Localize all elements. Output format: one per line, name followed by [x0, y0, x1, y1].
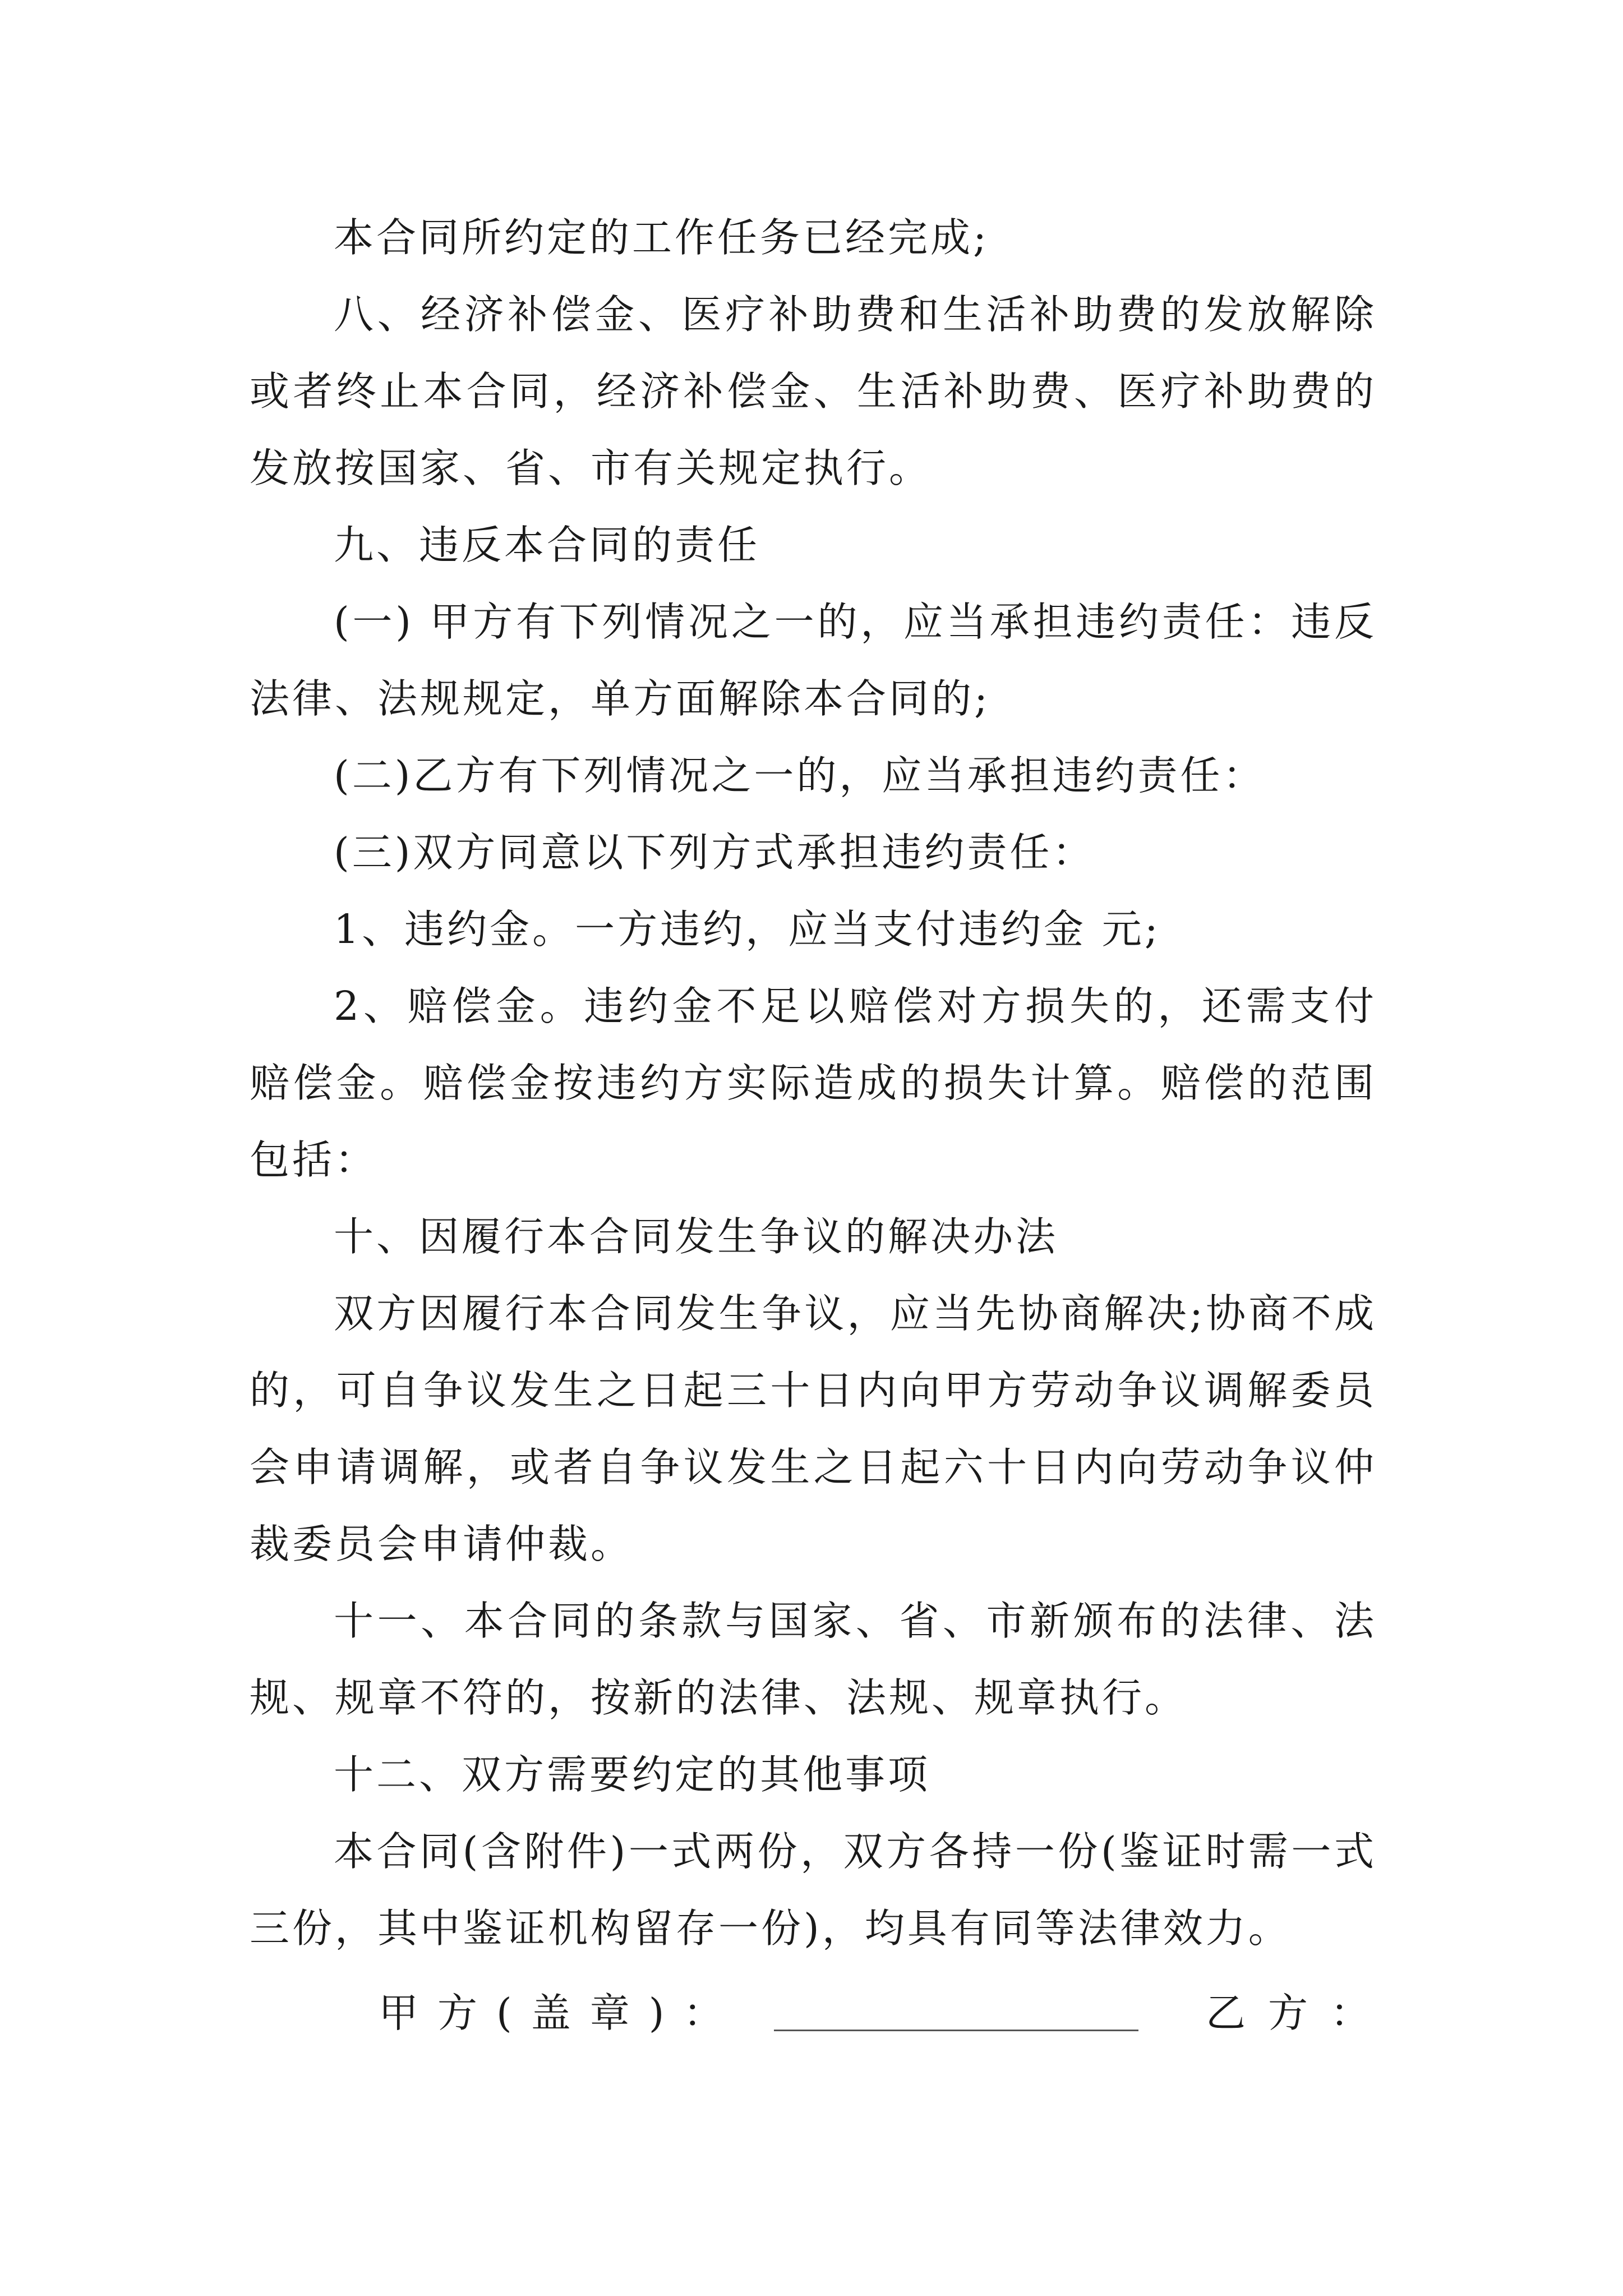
paragraph-liquidated-damages: 1、违约金。一方违约，应当支付违约金 元; — [334, 906, 1161, 953]
party-a-signature-blank — [774, 2030, 1138, 2031]
paragraph-section-12-heading: 十二、双方需要约定的其他事项 — [334, 1751, 931, 1798]
paragraph-section-9-heading: 九、违反本合同的责任 — [334, 522, 760, 568]
paragraph-9-2-party-b-liability: (二)乙方有下列情况之一的，应当承担违约责任： — [334, 752, 1266, 799]
signature-line — [250, 1975, 1393, 2051]
paragraph-9-3-liability-methods: (三)双方同意以下列方式承担违约责任： — [334, 829, 1095, 876]
party-a-seal-label: 甲方(盖章)： — [379, 1990, 743, 2036]
paragraph-9-1-party-a-liability: (一) 甲方有下列情况之一的，应当承担违约责任：违反法律、法规规定，单方面解除本合同的; — [250, 599, 1377, 722]
paragraph-dispute-resolution: 双方因履行本合同发生争议，应当先协商解决;协商不成的，可自争议发生之日起三十日内向甲方劳动争议调解委员会申请调解，或者自争议发生之日起六十日内向劳动争议仲裁委员会申请仲裁。 — [250, 1290, 1377, 1567]
paragraph-section-8-compensation: 八、经济补偿金、医疗补助费和生活补助费的发放解除或者终止本合同，经济补偿金、生活补助费、医疗补助费的发放按国家、省、市有关规定执行。 — [250, 291, 1377, 491]
document-body — [250, 199, 1377, 1967]
paragraph-section-10-heading: 十、因履行本合同发生争议的解决办法 — [334, 1213, 1059, 1260]
paragraph-work-task-completed: 本合同所约定的工作任务已经完成; — [334, 214, 989, 261]
paragraph-copies-and-validity: 本合同(含附件)一式两份，双方各持一份(鉴证时需一式三份，其中鉴证机构留存一份)，均具有同等法律效力。 — [250, 1828, 1377, 1952]
paragraph-compensation-for-loss: 2、赔偿金。违约金不足以赔偿对方损失的，还需支付赔偿金。赔偿金按违约方实际造成的损失计算。赔偿的范围包括： — [250, 983, 1377, 1183]
paragraph-section-11-new-laws: 十一、本合同的条款与国家、省、市新颁布的法律、法规、规章不符的，按新的法律、法规、规章执行。 — [250, 1598, 1377, 1721]
party-b-label: 乙方： — [1206, 1990, 1393, 2036]
